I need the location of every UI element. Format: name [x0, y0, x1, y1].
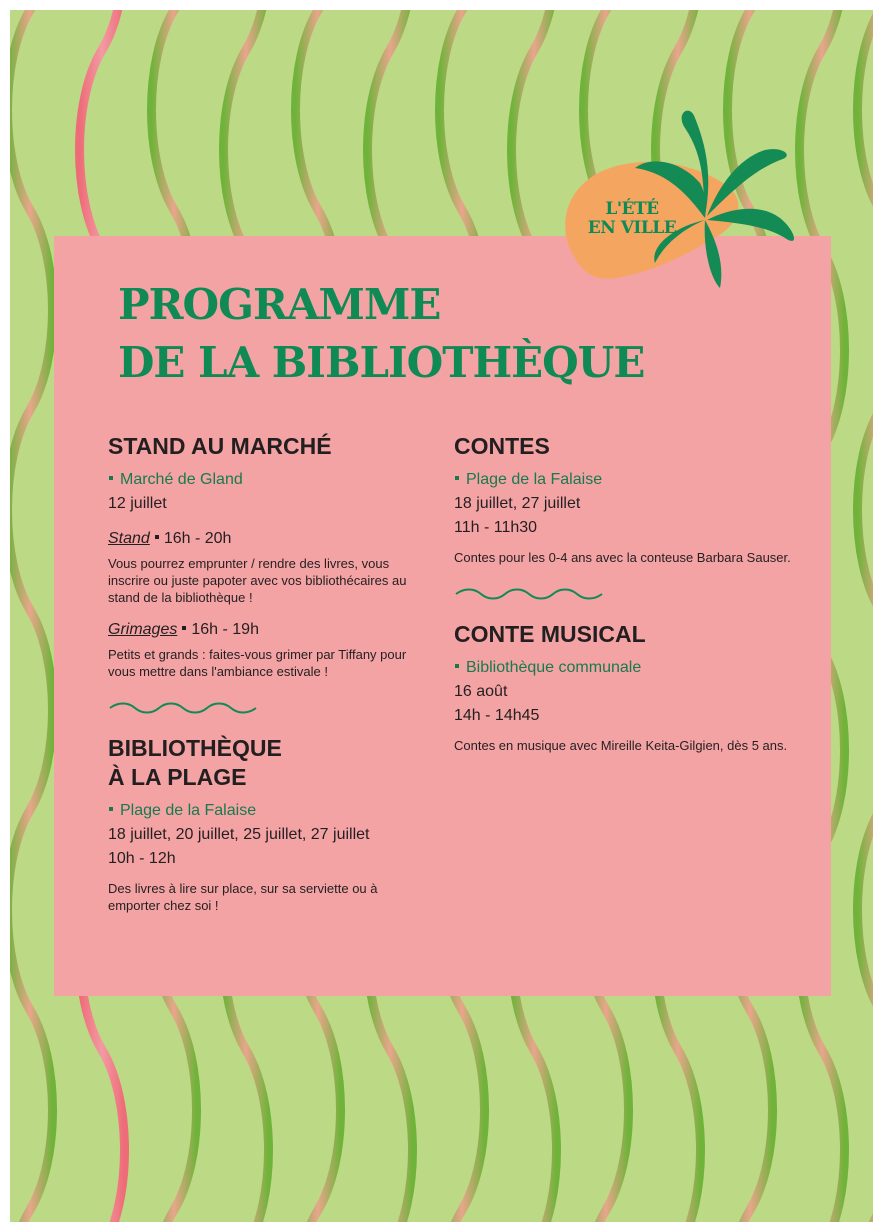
poster-page	[10, 10, 873, 1222]
title-line-2: DE LA BIBLIOTHÈQUE	[118, 338, 645, 387]
program-panel	[54, 236, 831, 996]
stand-label: Stand	[108, 530, 150, 547]
contes-time: 11h - 11h30	[454, 519, 538, 536]
right-column	[454, 432, 794, 754]
bullet-square-icon	[109, 807, 113, 811]
plage-description: Des livres à lire sur place, sur sa serviette ou à emporter chez soi !	[108, 881, 378, 913]
plage-dates: 18 juillet, 20 juillet, 25 juillet, 27 juillet	[108, 826, 370, 843]
grimages-time: 16h - 19h	[191, 621, 259, 638]
bullet-square-icon	[109, 476, 113, 480]
grimages-subsection	[108, 620, 428, 640]
stand-date: 12 juillet	[108, 495, 167, 512]
contes-heading: CONTES	[454, 433, 550, 459]
stand-location: Marché de Gland	[108, 469, 428, 491]
musical-description: Contes en musique avec Mireille Keita-Gilgien, dès 5 ans.	[454, 738, 788, 753]
badge-line-2: EN VILLE	[587, 218, 677, 238]
title-line-1: PROGRAMME	[118, 280, 441, 329]
contes-description: Contes pour les 0-4 ans avec la conteuse Barbara Sauser.	[454, 550, 791, 565]
bullet-square-icon	[455, 476, 459, 480]
bullet-square-icon	[455, 664, 459, 668]
left-column	[108, 432, 428, 914]
contes-location: Plage de la Falaise	[454, 469, 794, 491]
stand-time: 16h - 20h	[163, 530, 232, 547]
musical-time: 14h - 14h45	[454, 707, 540, 724]
page-title	[118, 276, 644, 392]
palm-tree-badge-icon	[555, 88, 825, 288]
stand-subsection	[108, 529, 428, 549]
bullet-square-icon	[182, 626, 186, 630]
contes-dates: 18 juillet, 27 juillet	[454, 495, 581, 512]
musical-date: 16 août	[454, 683, 508, 700]
grimages-label: Grimages	[108, 621, 178, 638]
grimages-description: Petits et grands : faites-vous grimer par Tiffany pour vous mettre dans l'ambiance estivale !	[108, 647, 407, 679]
musical-heading: CONTE MUSICAL	[454, 621, 646, 647]
musical-location: Bibliothèque communale	[454, 657, 794, 679]
wave-line	[10, 10, 53, 1222]
stand-description: Vous pourrez emprunter / rendre des livres, vous inscrire ou juste papoter avec vos bibliothécaires au stand de la bibliothèque !	[108, 556, 407, 605]
bullet-square-icon	[155, 535, 159, 539]
plage-location: Plage de la Falaise	[108, 800, 428, 822]
squiggle-divider-icon	[454, 588, 604, 600]
badge-line-1: L'ÉTÉ	[605, 199, 659, 219]
wave-line	[858, 10, 874, 1222]
plage-heading: BIBLIOTHÈQUE À LA PLAGE	[108, 735, 282, 790]
plage-time: 10h - 12h	[108, 850, 176, 867]
stand-heading: STAND AU MARCHÉ	[108, 433, 332, 459]
squiggle-divider-icon	[108, 702, 258, 714]
badge-label	[572, 200, 692, 238]
